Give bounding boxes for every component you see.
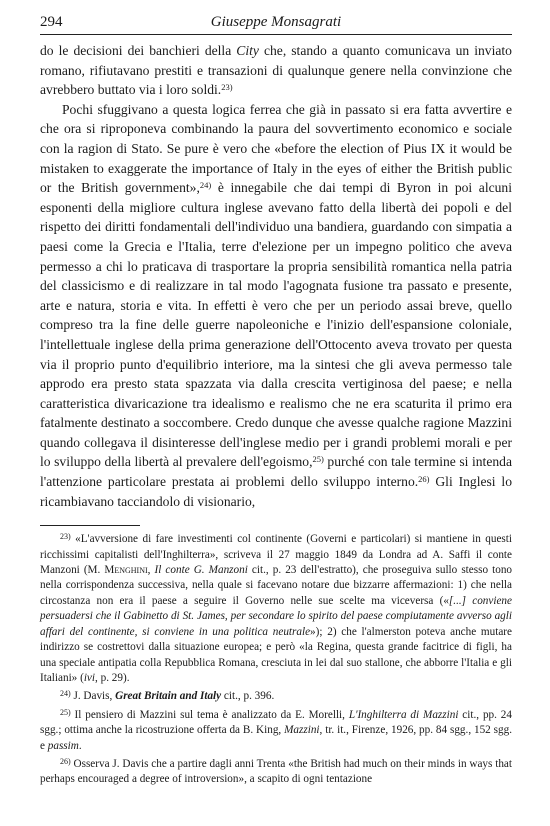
footnote-ref[interactable]: 23) bbox=[221, 82, 233, 93]
footnote-ref[interactable]: 24) bbox=[199, 180, 212, 191]
page-number: 294 bbox=[40, 14, 63, 30]
page-header bbox=[40, 10, 512, 35]
city-term: City bbox=[236, 43, 259, 58]
footnote-24: $^{24)}$ J. Davis, Great Britain and Italy cit., p. 396. bbox=[60, 689, 275, 703]
running-title: Giuseppe Monsagrati bbox=[210, 14, 342, 30]
paragraph: Pochi sfuggivano a questa logica ferrea che già in passato si era fatta avvertire e che ora si riproponeva combinando la paura del sovvertimento economico e sociale con la ragion di Stato. Se pure è vero che «before the election of Pius IX it would be mistaken to exaggerate the importance of Italy in the eyes of either the British public or the British government»,$^{24)}$ è innegabile che dai tempi di Byron in poi alcuni esponenti della migliore cultura inglese avevano fatto della libertà dei popoli e del rispetto dei diritti fondamentali dell'individuo una bandiera, guardando con simpatia a paesi come la Grecia e l'Italia, terre d'elezione per un impegno politico che aveva permesso a chi lo praticava di trasportare la propria sensibilità romantica nella patria del classicismo e di realizzare in tal modo l'agognata fusione tra passato e presente, arte e natura, storia e vita. In effetti è vero che per un periodo assai breve, quello compreso tra la fine delle guerre napoleoniche e l'inizio dell'espansione coloniale, l'intellettuale inglese della prima generazione dell'Ottocento aveva trovato per questa via il proprio punto d'equilibrio interiore, ma la sintesi che gli aveva permesso tale approdo era presto stata spazzata via dalla crescita vertiginosa del paese; e nella caratteristica divaricazione tra idealismo e realismo che ne era scaturita il primo era fatalmente destinato a soccombere. Credo dunque che avesse qualche ragione Mazzini quando collegava il disinteresse dell'inglese medio per i grandi problemi morali e per lo sviluppo della libertà al prevalere dell'egoismo,$^{25)}$ purché con tale termine si intenda l'attenzione particolare prestata ai problemi dello sviluppo interno.$^{26)}$ Gli Inglesi lo ricambiavano tacciandolo di visionario, bbox=[40, 101, 512, 509]
main-text bbox=[40, 41, 512, 511]
book-page bbox=[40, 10, 512, 791]
footnote-ref[interactable]: 26) bbox=[418, 474, 430, 485]
paragraph: do le decisioni dei banchieri della City che, stando a quanto comunicava un inviato romano, rifiutavano prestiti e transazioni di qualunque genere nella convinzione che avrebbero buttato via i loro soldi.$^{23)}$ bbox=[40, 43, 512, 98]
footnote-25: $^{25)}$ Il pensiero di Mazzini sul tema è analizzato da E. Morelli, L'Inghilterra di Mazzini cit., pp. 24 sgg.; ottima anche la ricostruzione offerta da B. King, Mazzini, tr. it., Firenze, 1926, pp. 84 sgg., 152 sgg. e passim. bbox=[40, 707, 512, 752]
footnotes bbox=[40, 532, 512, 788]
footnote-divider bbox=[40, 525, 140, 526]
footnote-23: $^{23)}$ «L'avversione di fare investimenti col continente (Governi e particolari) si mantiene in questi ricchissimi capitalisti dell'Inghilterra», scriveva il 27 maggio 1849 da Londra ad A. Saffi il conte Manzoni (M. Menghini, Il conte G. Manzoni cit., p. 23 dell'estratto), che proseguiva sullo stesso tono nella corrispondenza successiva, nella quale si facevano notare due bizzarre affermazioni: 1) che nella circostanza non era il paese a seguire il Governo nelle sue scelte ma viceversa («[...] conviene persuadersi che il Gabinetto di St. James, per secondare lo spirito del paese compiutamente avverso agli affari del continente, si conviene in una politica neutrale»); 2) che l'almerston poteva anche mutare indirizzo se costrettovi dalla situazione europea; e però «la Regina, questa grande facitrice di figli, ha una speciale antipatia colla Repubblica Romana, cresciuta in lei dal suo stallone, che abborre l'Italia e gli Italiani» (ivi, p. 29). bbox=[40, 532, 513, 684]
footnote-26: $^{26)}$ Osserva J. Davis che a partire dagli anni Trenta «the British had much on their minds in ways that perhaps encouraged a degree of introversion», a scapito di ogni tentazione bbox=[40, 756, 512, 786]
footnote-ref[interactable]: 25) bbox=[312, 454, 324, 465]
